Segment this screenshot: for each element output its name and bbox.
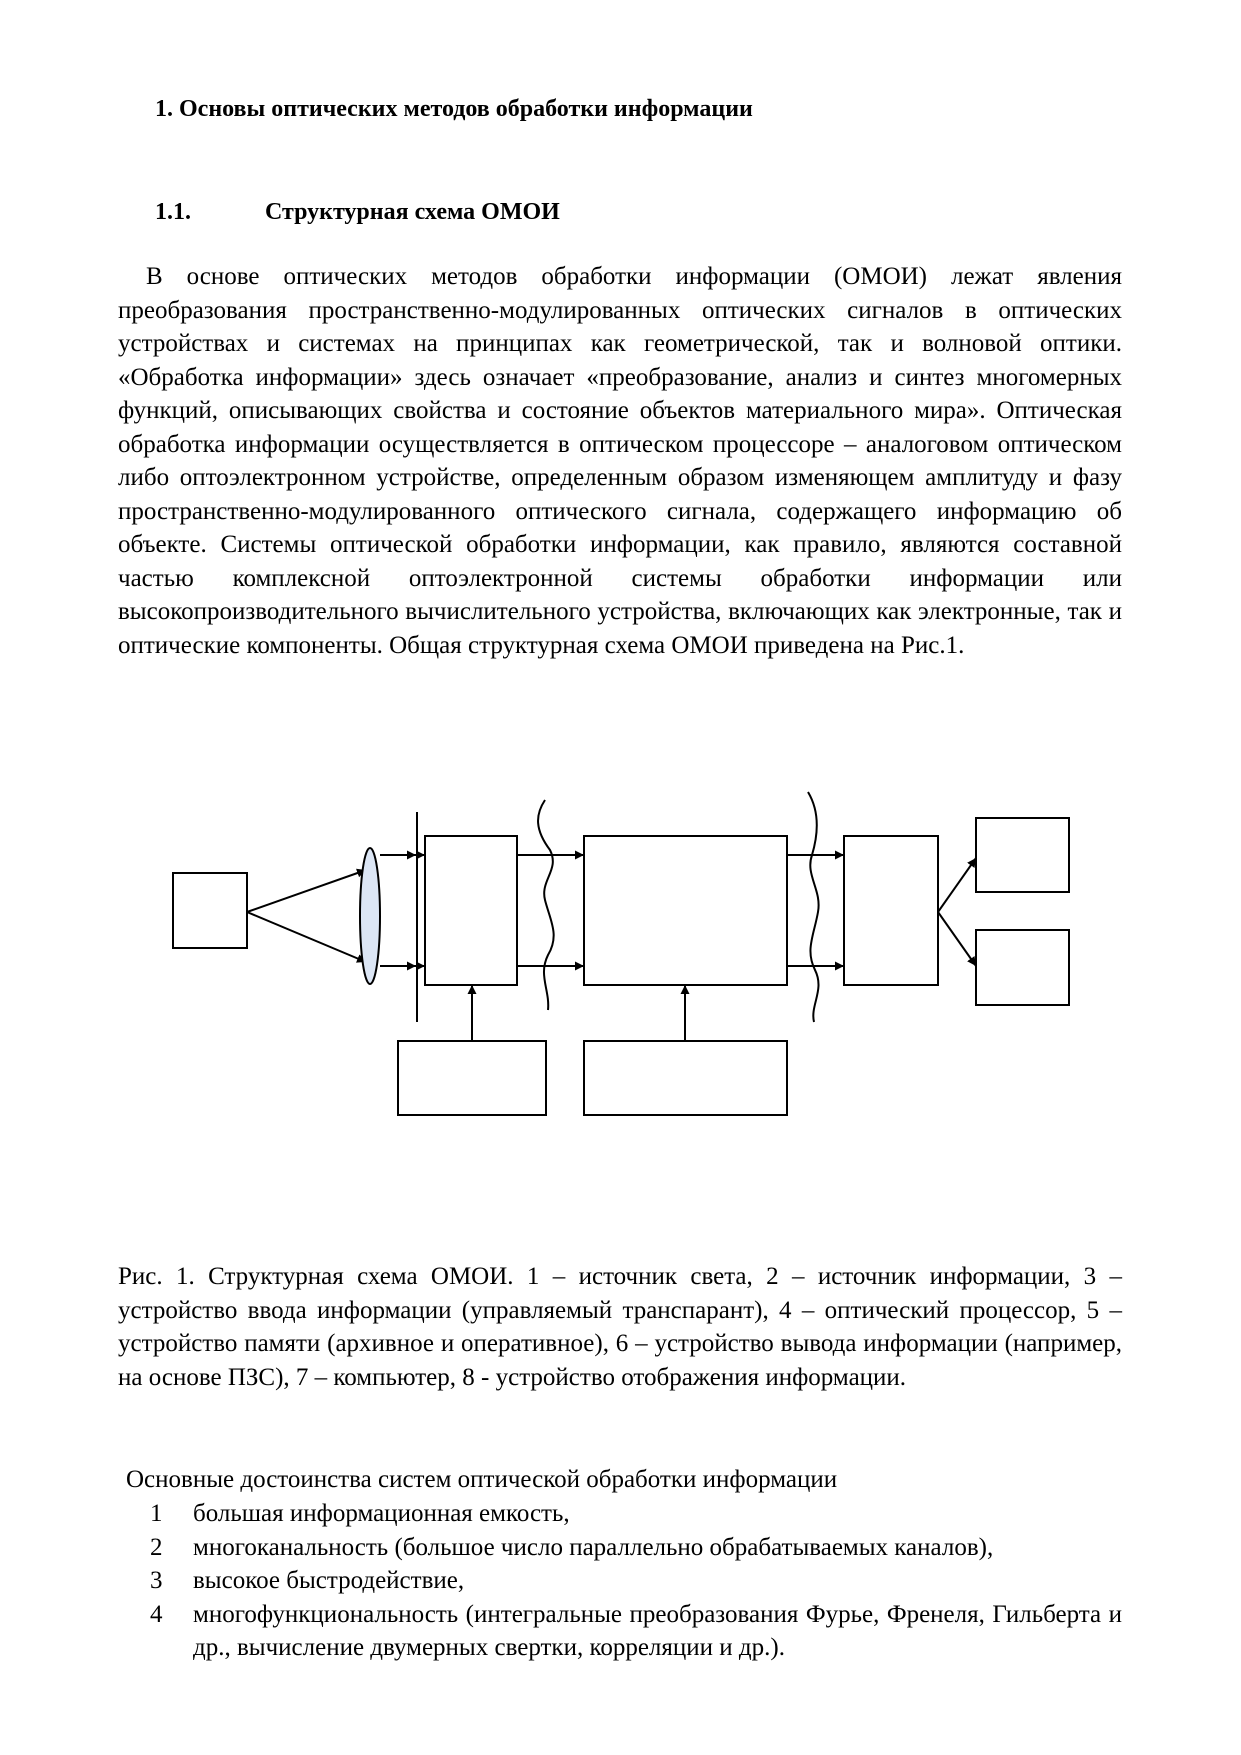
list-item-text: многофункциональность (интегральные преобразования Фурье, Френеля, Гильберта и др., вычисление двумерных свертки, корреляции и др.). — [193, 1600, 1122, 1661]
list-item-number: 2 — [150, 1533, 163, 1561]
list-item-text: высокое быстродействие, — [193, 1567, 465, 1594]
lens — [360, 848, 380, 984]
list-item-number: 3 — [150, 1567, 163, 1594]
beam-lower — [247, 912, 366, 962]
computer-box — [976, 818, 1069, 892]
list-item — [150, 1497, 1122, 1531]
output-to-display-arrow — [938, 912, 976, 966]
figure-caption — [118, 1260, 1122, 1394]
list-item-number: 1 — [150, 1500, 163, 1527]
subsection-number: 1.1. — [155, 199, 191, 225]
subsection-title: Структурная схема ОМОИ — [265, 199, 560, 225]
list-item-text: многоканальность (большое число параллельно обрабатываемых каналов), — [193, 1533, 994, 1561]
list-item-text: большая информационная емкость, — [193, 1500, 570, 1527]
list-item — [150, 1531, 1122, 1565]
section-title: 1. Основы оптических методов обработки информации — [155, 96, 753, 122]
output-device-box — [844, 836, 938, 985]
intro-paragraph — [118, 260, 1122, 662]
advantages-list — [150, 1497, 1122, 1665]
list-item — [150, 1564, 1122, 1598]
light-source-box — [173, 873, 247, 948]
information-source-box — [398, 1041, 546, 1115]
optical-processor-box — [584, 836, 787, 985]
subsection-heading — [155, 195, 560, 229]
intro-text: В основе оптических методов обработки информации (ОМОИ) лежат явления преобразования пространственно-модулированных оптических сигналов в оптических устройствах и системах на принципах как геометрической, так и волновой оптики. «Обработка информации» здесь означает «преобразование, анализ и синтез многомерных функций, описывающих свойства и состояние объектов материального мира». Оптическая обработка информации осуществляется в оптическом процессоре – аналоговом оптическом либо оптоэлектронном устройстве, определенным образом изменяющем амплитуду и фазу пространственно-модулированного оптического сигнала, содержащего информацию об объекте. Системы оптической обработки информации, как правило, являются составной частью комплексной оптоэлектронной системы обработки информации или высокопроизводительного вычислительного устройства, включающих как электронные, так и оптические компоненты. Общая структурная схема ОМОИ приведена на Рис.1. — [118, 263, 1122, 659]
input-device-box — [425, 836, 517, 985]
display-device-box — [976, 930, 1069, 1005]
memory-device-box — [584, 1041, 787, 1115]
figure-caption-text: Рис. 1. Структурная схема ОМОИ. 1 – источник света, 2 – источник информации, 3 – устройство ввода информации (управляемый транспарант), 4 – оптический процессор, 5 – устройство памяти (архивное и оперативное), 6 – устройство вывода информации (например, на основе ПЗС), 7 – компьютер, 8 - устройство отображения информации. — [118, 1263, 1122, 1391]
list-item — [150, 1598, 1122, 1665]
list-item-number: 4 — [150, 1600, 163, 1628]
beam-upper — [247, 870, 366, 912]
output-to-computer-arrow — [938, 858, 976, 912]
wavy-break-1 — [538, 800, 554, 1010]
wavy-break-2 — [808, 792, 819, 1022]
advantages-title: Основные достоинства систем оптической обработки информации — [126, 1466, 838, 1493]
structure-diagram — [0, 780, 1241, 1160]
